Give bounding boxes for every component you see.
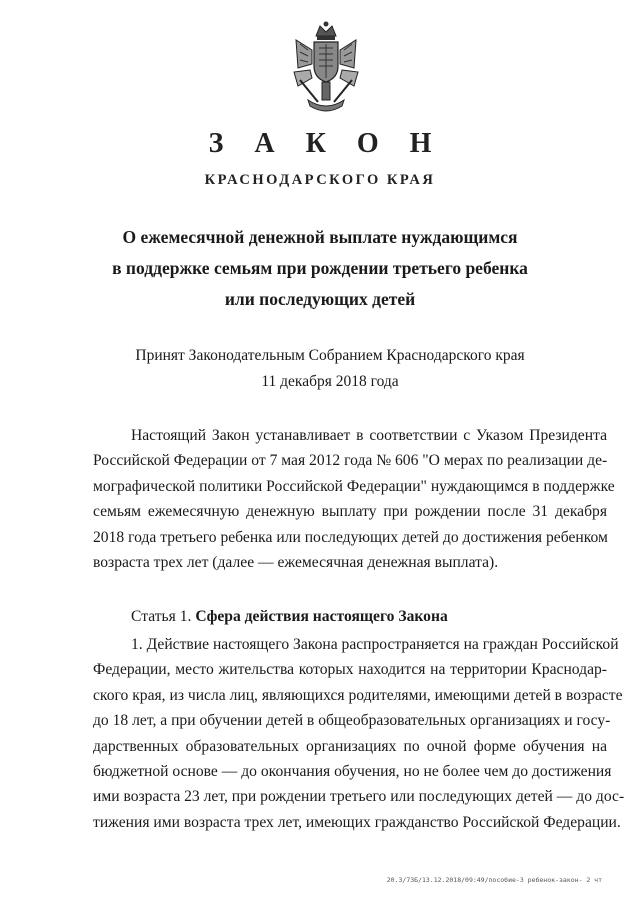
law-name-line: или последующих детей xyxy=(224,289,416,309)
document-footer-code: 20.3/73Б/13.12.2018/09:49/пособие-3 ребенок-закон- 2 чт xyxy=(386,876,602,884)
paragraph-line: возраста трех лет (далее — ежемесячная денежная выплата). xyxy=(93,553,499,571)
article-title: Сфера действия настоящего Закона xyxy=(195,608,448,625)
article-paragraph xyxy=(93,632,625,835)
adoption-date: 11 декабря 2018 года xyxy=(261,373,399,390)
paragraph-line: Настоящий Закон устанавливает в соответствии с Указом Президента xyxy=(131,427,607,444)
adoption-info xyxy=(0,343,640,395)
paragraph-line: Российской Федерации от 7 мая 2012 года № 606 "О мерах по реализации де- xyxy=(93,452,608,470)
document-subtitle: КРАСНОДАРСКОГО КРАЯ xyxy=(204,172,436,188)
law-name xyxy=(0,222,640,315)
law-name-line: О ежемесячной денежной выплате нуждающимся xyxy=(122,227,518,247)
paragraph-line: ими возраста 23 лет, при рождении третьего или последующих детей — до дос- xyxy=(93,788,625,806)
paragraph-line: дарственных образовательных организациях по очной форме обучения на xyxy=(93,737,607,755)
paragraph-line: 1. Действие настоящего Закона распространяется на граждан Российской xyxy=(131,636,619,653)
paragraph-line: тижения ими возраста трех лет, имеющих гражданство Российской Федерации. xyxy=(93,813,621,831)
preamble-paragraph xyxy=(93,423,615,575)
adoption-body: Принят Законодательным Собранием Краснодарского края xyxy=(135,347,525,364)
paragraph-line: семьям ежемесячную денежную выплату при рождении после 31 декабря xyxy=(93,503,607,521)
document-title: З А К О Н xyxy=(208,128,444,159)
article-number: Статья 1. xyxy=(131,608,192,625)
paragraph-line: мографической политики Российской Федерации" нуждающимся в поддержке xyxy=(93,477,615,495)
paragraph-line: бюджетной основе — до окончания обучения, но не более чем до достижения xyxy=(93,762,612,780)
paragraph-line: Федерации, место жительства которых находится на территории Краснодар- xyxy=(93,661,607,679)
krasnodar-coat-of-arms-icon xyxy=(286,20,366,116)
paragraph-line: 2018 года третьего ребенка или последующих детей до достижения ребенком xyxy=(93,528,608,546)
paragraph-line: ского края, из числа лиц, являющихся родителями, имеющими детей в возрасте xyxy=(93,686,623,704)
paragraph-line: до 18 лет, а при обучении детей в общеобразовательных организациях и госу- xyxy=(93,712,611,730)
law-name-line: в поддержке семьям при рождении третьего ребенка xyxy=(112,258,528,278)
article-heading xyxy=(131,608,448,626)
